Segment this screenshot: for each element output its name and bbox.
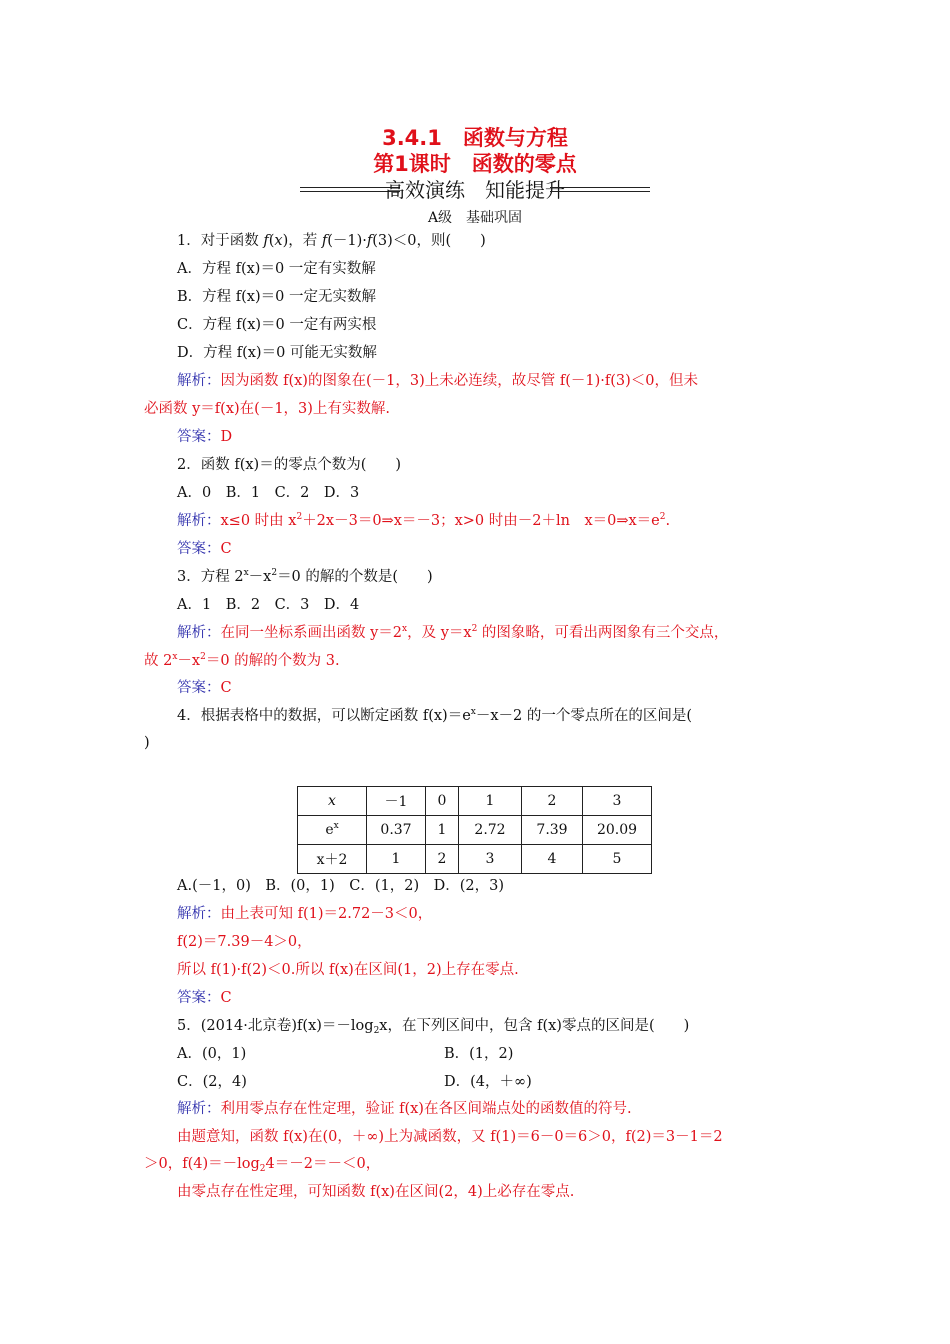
q3-analysis-line1: 解析：在同一坐标系画出函数 $y=2^x$，及 $y=x^2$ 的图象略，可看出两图象有三个交点， (177, 624, 729, 641)
table-row (298, 787, 652, 816)
table-cell: 0 (426, 787, 459, 816)
table-cell: 7.39 (522, 816, 583, 845)
q1-option-c: C．方程 f(x)＝0 一定有两实根 (177, 317, 377, 333)
table-cell: 3 (459, 845, 522, 874)
q4-analysis-line2: f(2)＝7.39－4＞0， (177, 934, 312, 950)
q4-answer: 答案：C (177, 990, 232, 1006)
q5-option-c: C．(2，4) (177, 1074, 247, 1090)
q1-analysis-line2: 必函数 y＝f(x)在(－1，3)上有实数解. (144, 401, 391, 417)
q1-option-a: A．方程 f(x)＝0 一定有实数解 (177, 261, 376, 277)
banner-text: 高效演练 知能提升 (385, 178, 565, 202)
table-cell: 20.09 (583, 816, 652, 845)
q4-stem-close: ) (144, 735, 150, 751)
q3-options: A．1 B．2 C．3 D．4 (177, 597, 360, 613)
q2-stem: 2．函数 f(x)＝的零点个数为( ) (177, 457, 402, 473)
q1-answer: 答案：D (177, 429, 233, 445)
q5-analysis-line1: 解析：利用零点存在性定理，验证 f(x)在各区间端点处的函数值的符号. (177, 1101, 632, 1117)
q5-analysis-line2: 由题意知，函数 f(x)在(0，＋∞)上为减函数，又 f(1)＝6－0＝6＞0，f(2)＝3－1＝2 (177, 1129, 723, 1145)
q4-analysis-line1: 解析：由上表可知 f(1)＝2.72－3＜0， (177, 906, 433, 922)
table-cell: x＋2 (298, 845, 367, 874)
q2-analysis: 解析：x≤0 时由 $x^2+2x-3=0\Rightarrow x=-3$；x>0 时由－2＋ln $x=0\Rightarrow x=e^2$. (177, 512, 671, 529)
q3-analysis-line2: 故 $2^x-x^2=0$ 的解的个数为 3. (144, 652, 340, 669)
lesson-title: 第1课时 函数的零点 (373, 152, 577, 176)
table-cell: 1 (367, 845, 426, 874)
table-row (298, 816, 652, 845)
table-cell: 2 (426, 845, 459, 874)
q1-option-b: B．方程 f(x)＝0 一定无实数解 (177, 289, 376, 305)
table-cell: 2 (522, 787, 583, 816)
q5-analysis-line3: ＞0，$f(4)=-\log_24=-2=-<0$， (144, 1156, 381, 1174)
q2-options: A．0 B．1 C．2 D．3 (177, 485, 360, 501)
table-row (298, 845, 652, 874)
q1-option-d: D．方程 f(x)＝0 可能无实数解 (177, 345, 377, 361)
banner-rule-right (550, 187, 650, 192)
section-title: 3.4.1 函数与方程 (382, 126, 568, 150)
q1-stem: 1．对于函数 f(x)，若 f(－1)·f(3)＜0，则( ) (177, 233, 486, 249)
q4-data-table (297, 786, 652, 874)
q2-answer: 答案：C (177, 541, 232, 557)
q5-option-a: A．(0，1) (177, 1046, 247, 1062)
table-cell: 1 (459, 787, 522, 816)
table-cell: 1 (426, 816, 459, 845)
table-cell: $e^x$ (298, 816, 367, 845)
q5-stem: 5．(2014·北京卷)$f(x)=-\log_2x$，在下列区间中，包含 f(x)零点的区间是( ) (177, 1018, 690, 1036)
practice-banner (300, 174, 650, 202)
q3-stem: 3．方程 $2^x-x^2=0$ 的解的个数是( ) (177, 568, 433, 585)
q4-stem: 4．根据表格中的数据，可以断定函数 $f(x)=e^x-x-2$ 的一个零点所在的区间是( (177, 707, 693, 724)
q3-answer: 答案：C (177, 680, 232, 696)
q4-analysis-line3: 所以 f(1)·f(2)＜0.所以 f(x)在区间(1，2)上存在零点. (177, 962, 519, 978)
table-cell: x (298, 787, 367, 816)
table-cell: 0.37 (367, 816, 426, 845)
table-cell: －1 (367, 787, 426, 816)
table-cell: 3 (583, 787, 652, 816)
q1-analysis-line1: 解析：因为函数 f(x)的图象在(－1，3)上未必连续，故尽管 f(－1)·f(3)＜0，但未 (177, 373, 698, 389)
table-cell: 5 (583, 845, 652, 874)
q4-options: A.(－1，0) B．(0，1) C．(1，2) D．(2，3) (177, 878, 505, 894)
level-heading: A级 基础巩固 (427, 210, 523, 226)
table-cell: 2.72 (459, 816, 522, 845)
table-cell: 4 (522, 845, 583, 874)
q5-analysis-line4: 由零点存在性定理，可知函数 f(x)在区间(2，4)上必存在零点. (177, 1184, 575, 1200)
q5-option-b: B．(1，2) (444, 1046, 514, 1062)
q5-option-d: D．(4，＋∞) (444, 1074, 532, 1090)
